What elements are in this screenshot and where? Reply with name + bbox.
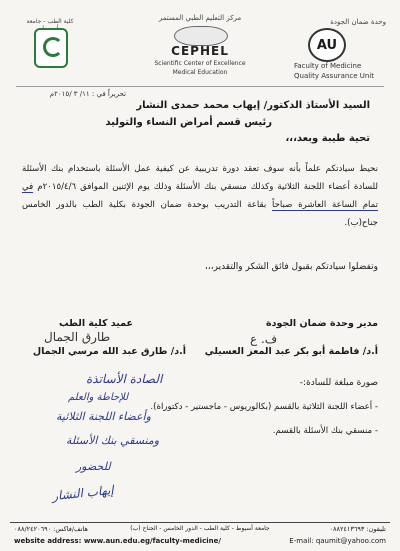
quality-unit-arabic: وحدة ضمان الجودة [330, 18, 386, 26]
greeting: تحية طيبة وبعد،،، [285, 133, 370, 144]
cephel-logo [130, 14, 270, 84]
closing-line: وتفضلوا سيادتكم بقبول فائق الشكر والتقدير،،، [204, 262, 378, 272]
copies-item-1: - أعضاء اللجنة الثلاثية بالقسم (بكالوريوس - ماجستير - دكتوراة). [150, 402, 378, 412]
handwritten-note-1: الصادة الأساتذة [86, 372, 163, 386]
footer-fax: هاتف/فاكس: ٠٨٨/٢٤٢٠٦٩٠ [14, 525, 88, 533]
quality-unit-line1: Faculty of Medicine [294, 62, 362, 70]
addressee-subtitle: رئيس قسم أمراض النساء والتوليد [105, 117, 272, 128]
footer-phone: تليفون: ٠٨٨٢٤١٣٦٩٣ [329, 525, 386, 533]
director-signature: ف. ع [250, 332, 278, 346]
footer-email[interactable]: E-mail: qaumit@yahoo.com [289, 537, 386, 545]
quality-unit-line2: Quality Assurance Unit [294, 72, 374, 80]
handwritten-note-5: للحضور [76, 460, 111, 473]
crescent-emblem-icon [34, 28, 68, 68]
body-text-1: نحيط سيادتكم علماً بأنه سوف تعقد دورة تدريبية عن كيفية عمل الأسئلة باستخدام بنك الأسئلة للسادة أعضاء اللجنة الثلاثية وكذلك منسقي بنك الأسئلة وذلك يوم الإثنين الموافق [22, 164, 379, 192]
faculty-arabic: كلية الطب - جامعة [26, 18, 74, 25]
dean-name: أ.د/ طارق عبد الله مرسي الجمال [32, 346, 186, 357]
faculty-logo [20, 18, 80, 78]
au-emblem-icon [308, 28, 346, 62]
director-title: مدير وحدة ضمان الجودة [266, 318, 378, 329]
letter-date: تحريراً في : ١١/ ٣ /٢٠١٥م [49, 90, 126, 98]
cephel-line2: Medical Education [172, 69, 228, 76]
cephel-line1: Scientific Center of Excellence [154, 60, 246, 67]
dean-signature: طارق الجمال [44, 330, 111, 344]
copies-item-2: - منسقي بنك الأسئلة بالقسم. [272, 426, 378, 436]
footer-website[interactable]: website address: www.aun.edu.eg/faculty-medicine/ [14, 537, 221, 545]
copies-heading: صورة مبلغة للسادة:- [299, 378, 378, 388]
cephel-emblem-icon [174, 26, 228, 46]
handwritten-signature: إيهاب النشار [51, 482, 115, 504]
header-divider [16, 86, 384, 87]
quality-unit-logo [286, 18, 386, 88]
cephel-name: CEPHEL [171, 44, 229, 58]
dean-title: عميد كلية الطب [58, 318, 133, 329]
addressee-title: السيد الأستاذ الدكتور/ إيهاب محمد حمدى النشار [136, 100, 370, 111]
body-date: ٢٠١٥/٤/٦م [37, 182, 77, 192]
au-initials: AU [316, 37, 338, 53]
director-name: أ.د/ فاطمة أبو بكر عبد المعز العسيلي [204, 346, 378, 357]
footer-divider [10, 522, 390, 523]
cephel-arabic: مركز التعليم الطبي المستمر [158, 14, 242, 22]
body-time-underlined: في تمام الساعة العاشرة صباحاً [22, 182, 379, 210]
handwritten-note-2: للإحاطة والعلم [68, 392, 129, 403]
handwritten-note-3: وأعضاء اللجنة الثلاثية [56, 410, 151, 423]
footer-address: جامعة أسيوط - كلية الطب - الدور الخامس - الجناح (ب) [130, 525, 270, 532]
handwritten-note-4: ومنسقي بنك الأسئلة [66, 434, 160, 447]
body-paragraph [22, 160, 378, 232]
body-text-rest: بقاعة التدريب بوحدة ضمان الجودة بكلية الطب بالدور الخامس جناح(ب). [22, 200, 378, 228]
